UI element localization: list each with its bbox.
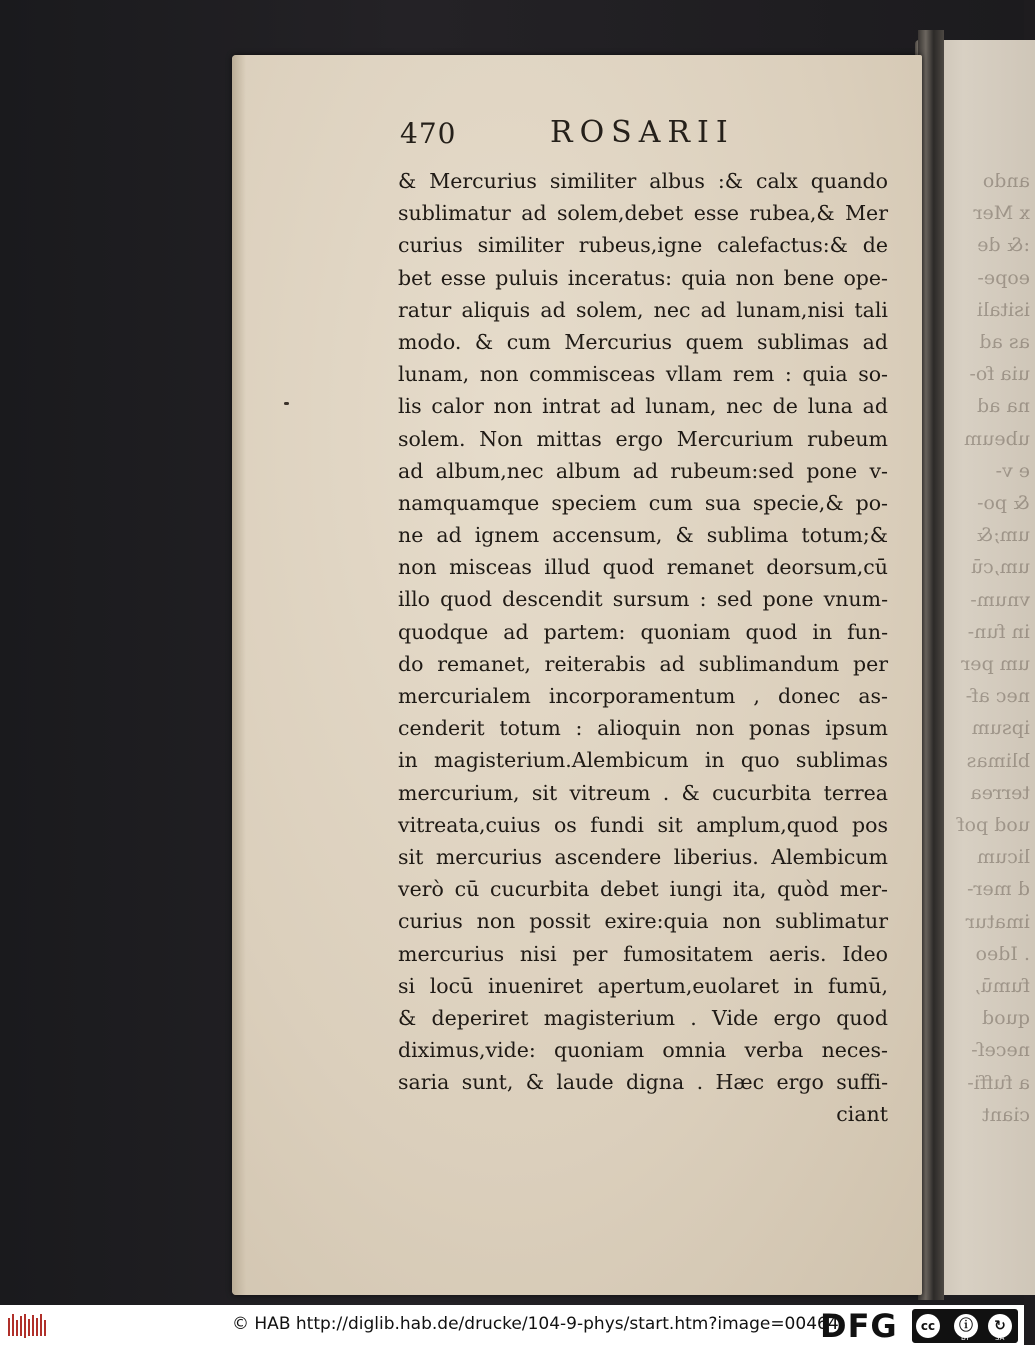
- text-line: lunam, non commisceas vllam rem : quia so-: [398, 362, 888, 387]
- text-line: ne ad ignem accensum, & sublima totum;&: [398, 523, 888, 548]
- citation-link[interactable]: © HAB http://diglib.hab.de/drucke/104-9-phys/start.htm?image=00464: [232, 1314, 839, 1334]
- hab-barcode-logo-icon[interactable]: [8, 1314, 48, 1338]
- section-title: ROSARII: [550, 115, 735, 150]
- text-line: namquamque speciem cum sua specie,& po-: [398, 490, 888, 515]
- page-left-edge-shadow: [232, 55, 246, 1295]
- text-line: in magisterium.Alembicum in quo sublimas: [398, 748, 888, 773]
- text-line: ad album,nec album ad rubeum:sed pone v-: [398, 458, 888, 483]
- text-line: lis calor non intrat ad lunam, nec de luna ad: [398, 394, 888, 419]
- text-line: si locū inueniret apertum,euolaret in fumū,: [398, 973, 888, 998]
- text-line: non misceas illud quod remanet deorsum,cū: [398, 555, 888, 580]
- text-line: sit mercurius ascendere liberius. Alembicum: [398, 844, 888, 869]
- page-number: 470: [400, 117, 457, 150]
- text-line: saria sunt, & laude digna . Hæc ergo suffi-: [398, 1070, 888, 1095]
- text-line: mercurius nisi per fumositatem aeris. Ideo: [398, 941, 888, 966]
- text-line: verò cū cucurbita debet iungi ita, quòd mer-: [398, 877, 888, 902]
- cc-icon: cc: [916, 1314, 940, 1338]
- text-line: mercurialem incorporamentum , donec as-: [398, 684, 888, 708]
- text-line: curius similiter rubeus,igne calefactus:& de: [398, 233, 888, 258]
- text-line: curius non possit exire:quia non sublimatur: [398, 909, 888, 934]
- text-line: & deperiret magisterium . Vide ergo quod: [398, 1005, 888, 1030]
- running-head: [400, 117, 790, 157]
- text-line: diximus,vide: quoniam omnia verba neces-: [398, 1038, 888, 1063]
- footer-bar: [0, 1305, 1024, 1345]
- text-line: sublimatur ad solem,debet esse rubea,& Mer: [398, 201, 888, 226]
- sa-icon: ↻: [988, 1314, 1012, 1338]
- text-line: modo. & cum Mercurius quem sublimas ad: [398, 329, 888, 354]
- book-page: [232, 55, 922, 1295]
- text-line: mercurium, sit vitreum . & cucurbita terrea: [398, 780, 888, 805]
- text-line: solem. Non mittas ergo Mercurium rubeum: [398, 426, 888, 451]
- text-line: ciant: [836, 1102, 888, 1127]
- text-line: bet esse puluis inceratus: quia non bene ope-: [398, 265, 888, 290]
- text-line: illo quod descendit sursum : sed pone vnum-: [398, 587, 888, 612]
- dfg-logo[interactable]: DFG: [820, 1307, 898, 1345]
- by-icon: ⓘ: [954, 1314, 978, 1338]
- text-line: & Mercurius similiter albus :& calx quando: [398, 169, 888, 193]
- text-line: do remanet, reiterabis ad sublimandum per: [398, 651, 888, 676]
- cc-license-badge[interactable]: [912, 1309, 1018, 1343]
- facing-page-bleed-through: ando x Mer :& de eope- isitali as ad uia fo- na ad ubeum e v- & po- um;& um,cū vnum- in fun- um per nec af- ipsum blimas terrea uod pof licum d mer- imatur . Ideo fumū, quod neceſ- a fuffi- ciant: [957, 170, 1030, 1126]
- text-line: ratur aliquis ad solem, nec ad lunam,nisi tali: [398, 297, 888, 322]
- text-line: cenderit totum : alioquin non ponas ipsum: [398, 716, 888, 741]
- sa-label: SA: [995, 1334, 1005, 1342]
- body-text: [398, 165, 888, 1131]
- text-line: vitreata,cuius os fundi sit amplum,quod pos: [398, 812, 888, 837]
- by-label: BY: [961, 1334, 970, 1342]
- ink-speck: [284, 402, 289, 405]
- text-line: quodque ad partem: quoniam quod in fun-: [398, 619, 888, 644]
